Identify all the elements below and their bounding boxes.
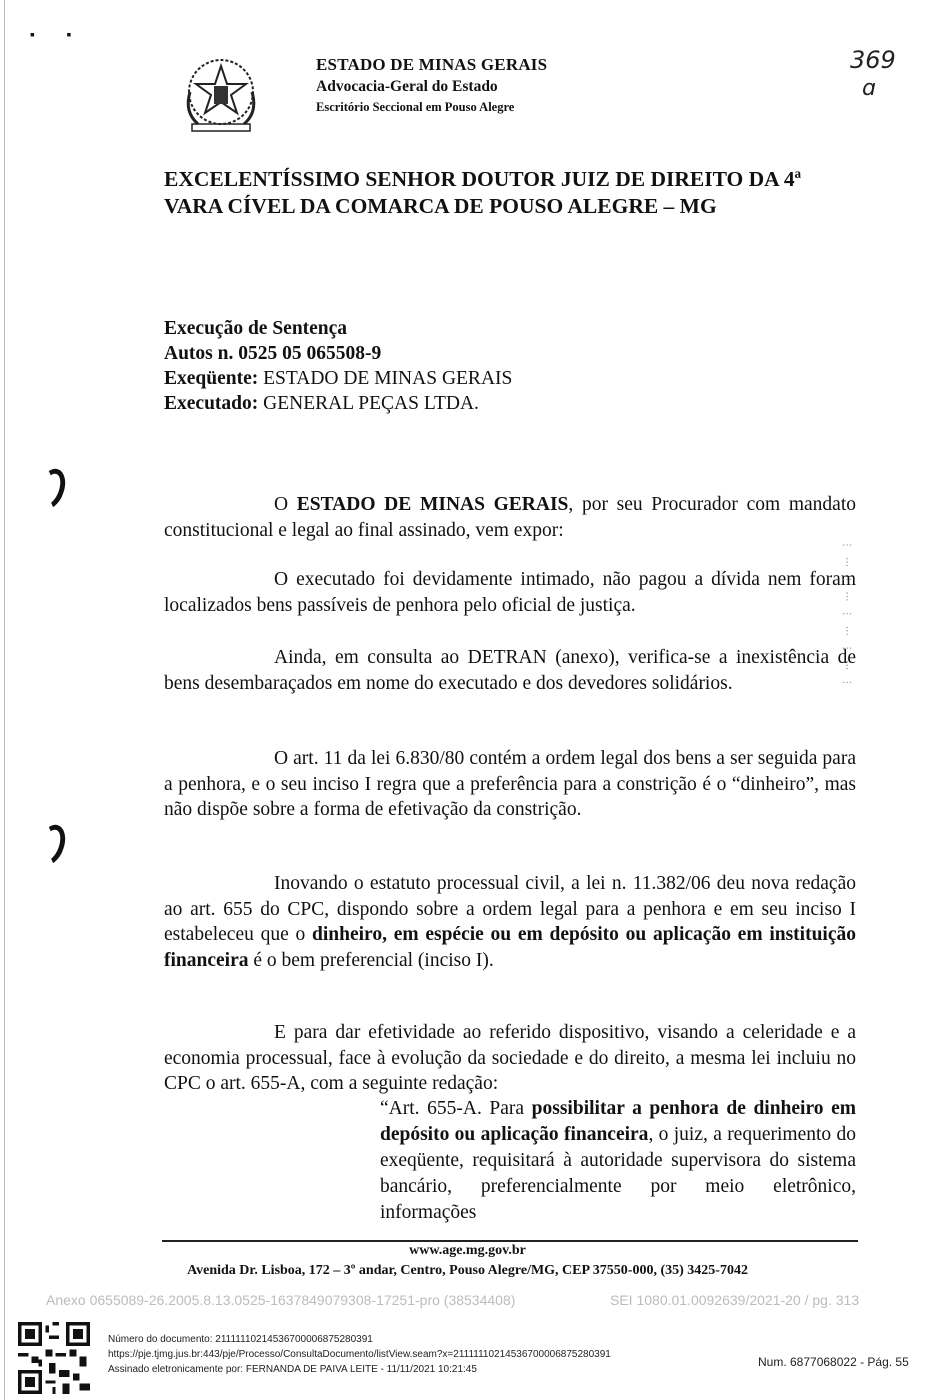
p5-start: Inovando o estatuto processual civil, a lei n. 11.382/06 deu nova redação ao art. 655 do CPC, dispondo sobre a ordem legal para a penhora e em seu inciso I estabeleceu que o <box>164 873 856 945</box>
quote-bold: possibilitar a penhora de dinheiro em depósito ou aplicação financeira <box>380 1098 857 1145</box>
paragraph-article-11 <box>164 746 856 823</box>
header-office: Escritório Seccional em Pouso Alegre <box>316 100 515 114</box>
annex-watermark: Anexo 0655089-26.2005.8.13.0525-1637849079308-17251-pro (38534408) <box>46 1292 516 1308</box>
qr-code-icon <box>18 1322 90 1394</box>
punch-hole-mark <box>32 465 71 513</box>
p5-bold: dinheiro, em espécie ou em depósito ou aplicação em instituição financeira <box>164 924 856 971</box>
state-coat-of-arms-icon <box>176 52 266 138</box>
executado-label: Executado: <box>164 393 259 414</box>
case-block <box>164 316 512 416</box>
p1-state-name: ESTADO DE MINAS GERAIS <box>296 494 569 515</box>
vertical-protocol-stamp: ⋮ ⋯ ⋮ ⋯ ⋮ ⋯ ⋮ ⋯ ⋮ <box>841 540 852 690</box>
document-page-number: Num. 6877068022 - Pág. 55 <box>758 1355 909 1369</box>
case-autos: Autos n. 0525 05 065508-9 <box>164 343 382 364</box>
footer-divider <box>162 1240 858 1242</box>
handwritten-page-number: 369 <box>850 46 896 74</box>
paragraph-intimation <box>164 567 856 618</box>
exequente-value: ESTADO DE MINAS GERAIS <box>263 368 513 389</box>
paragraph-detran <box>164 645 856 696</box>
sei-watermark: SEI 1080.01.0092639/2021-20 / pg. 313 <box>610 1292 860 1308</box>
paragraph-article-655a <box>164 1020 856 1097</box>
case-type: Execução de Sentença <box>164 318 348 339</box>
quote-end: , o juiz, a requerimento do exeqüente, requisitará à autoridade supervisora do sistema bancário, preferencialmente por meio eletrônico, informações <box>380 1124 856 1223</box>
paragraph-intro <box>164 492 856 543</box>
document-info <box>108 1332 611 1377</box>
executado-value: GENERAL PEÇAS LTDA. <box>263 393 479 414</box>
addressee-heading: EXCELENTÍSSIMO SENHOR DOUTOR JUIZ DE DIREITO DA 4ª VARA CÍVEL DA COMARCA DE POUSO ALEGRE – MG <box>164 167 802 218</box>
document-number: Número do documento: 21111110214536700006875280391 <box>108 1334 373 1345</box>
legal-quote <box>380 1096 856 1226</box>
scan-edge-line <box>4 0 5 1400</box>
p3-text: Ainda, em consulta ao DETRAN (anexo), verifica-se a inexistência de bens desembaraçados em nome do executado e dos devedores solidários. <box>164 647 856 694</box>
p1-rest: , por seu Procurador com mandato constitucional e legal ao final assinado, vem expor: <box>164 494 856 541</box>
p6-text: E para dar efetividade ao referido dispositivo, visando a celeridade e a economia processual, face à evolução da sociedade e do direito, a mesma lei incluiu no CPC o art. 655-A, com a seguinte redação: <box>164 1022 856 1094</box>
quote-start: “Art. 655-A. Para <box>380 1098 532 1119</box>
document-url: https://pje.tjmg.jus.br:443/pje/Processo/ConsultaDocumento/listView.seam?x=21111110214536700006875280391 <box>108 1349 611 1360</box>
header-agency: Advocacia-Geral do Estado <box>316 78 498 95</box>
p5-end: é o bem preferencial (inciso I). <box>248 949 494 971</box>
p4-text: O art. 11 da lei 6.830/80 contém a ordem legal dos bens a ser seguida para a penhora, e o seu inciso I regra que a preferência para a constrição é o “dinheiro”, mas não dispõe sobre a forma de efetivação da constrição. <box>164 748 856 820</box>
exequente-label: Exeqüente: <box>164 368 259 389</box>
punch-hole-mark <box>32 821 71 869</box>
header-state-name: ESTADO DE MINAS GERAIS <box>316 55 548 74</box>
p1-prefix: O <box>274 494 297 515</box>
document-signature: Assinado eletronicamente por: FERNANDA DE PAIVA LEITE - 11/11/2021 10:21:45 <box>108 1364 477 1375</box>
footer-website: www.age.mg.gov.br <box>409 1243 526 1258</box>
footer-address: Avenida Dr. Lisboa, 172 – 3º andar, Centro, Pouso Alegre/MG, CEP 37550-000, (35) 3425-7042 <box>187 1263 748 1278</box>
p2-text: O executado foi devidamente intimado, não pagou a dívida nem foram localizados bens passíveis de penhora pelo oficial de justiça. <box>164 569 856 616</box>
scan-specks: ▪ ▪ <box>30 28 72 43</box>
handwritten-initial: ɑ <box>862 76 876 101</box>
paragraph-law-11382 <box>164 871 856 973</box>
